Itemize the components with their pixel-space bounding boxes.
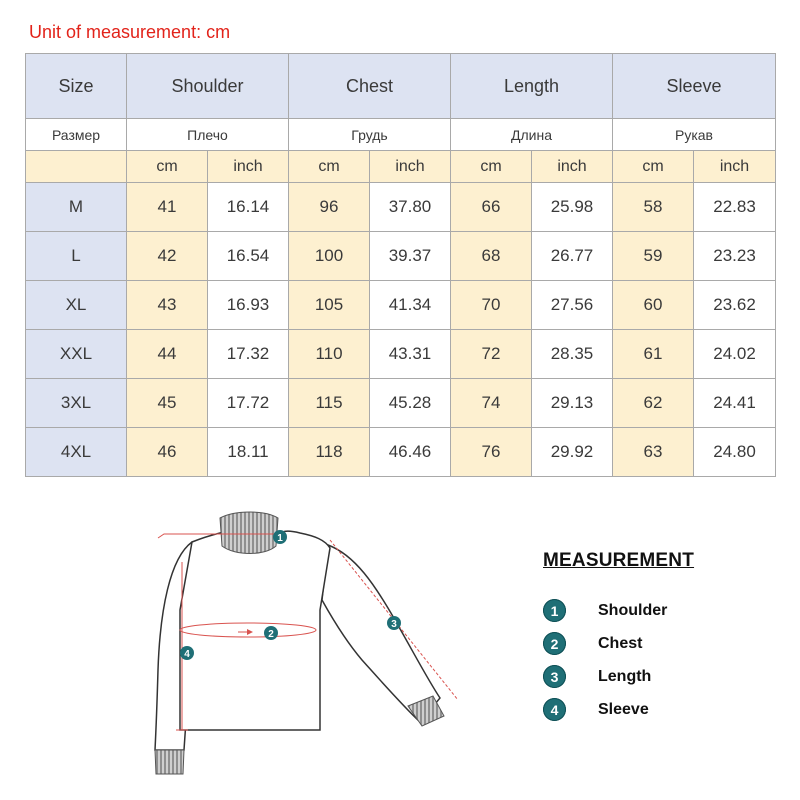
unit-cm: cm [127, 151, 208, 183]
length-inch-cell: 26.77 [532, 232, 613, 281]
table-row [26, 281, 776, 330]
chest-cm-cell: 105 [289, 281, 370, 330]
chest-inch-cell: 41.34 [370, 281, 451, 330]
marker-length [387, 616, 401, 630]
table-row [26, 232, 776, 281]
unit-caption: Unit of measurement: cm [29, 22, 231, 42]
size-cell: L [26, 232, 127, 281]
marker-sleeve-num: 4 [184, 649, 190, 660]
sleeve-inch-cell: 24.80 [694, 428, 776, 477]
unit-inch: inch [208, 151, 289, 183]
legend-label: Shoulder [598, 601, 668, 619]
length-inch-cell: 28.35 [532, 330, 613, 379]
shoulder-inch-cell: 16.93 [208, 281, 289, 330]
length-inch-cell: 29.13 [532, 379, 613, 428]
shoulder-cm-cell: 41 [127, 183, 208, 232]
length-inch-cell: 29.92 [532, 428, 613, 477]
legend-number-badge: 4 [543, 698, 566, 721]
marker-chest [264, 626, 278, 640]
sweater-measurement-diagram [140, 500, 470, 790]
marker-sleeve [180, 646, 194, 660]
chest-inch-cell: 45.28 [370, 379, 451, 428]
legend-title: MEASUREMENT [543, 550, 695, 571]
table-row [26, 183, 776, 232]
sleeve-cm-cell: 58 [613, 183, 694, 232]
header-ru-length: Длина [451, 119, 613, 151]
chest-inch-cell: 39.37 [370, 232, 451, 281]
length-cm-cell: 72 [451, 330, 532, 379]
chest-inch-cell: 46.46 [370, 428, 451, 477]
chest-inch-cell: 37.80 [370, 183, 451, 232]
sleeve-inch-cell: 24.41 [694, 379, 776, 428]
legend-label: Chest [598, 634, 643, 652]
marker-chest-num: 2 [268, 629, 274, 640]
marker-shoulder-num: 1 [277, 533, 283, 544]
unit-inch: inch [370, 151, 451, 183]
sleeve-cm-cell: 62 [613, 379, 694, 428]
shoulder-inch-cell: 17.72 [208, 379, 289, 428]
units-blank-cell [26, 151, 127, 183]
sleeve-cm-cell: 59 [613, 232, 694, 281]
size-cell: 3XL [26, 379, 127, 428]
measurement-legend [543, 550, 763, 726]
marker-length-num: 3 [391, 619, 397, 630]
shoulder-cm-cell: 44 [127, 330, 208, 379]
legend-label: Sleeve [598, 700, 649, 718]
length-inch-cell: 25.98 [532, 183, 613, 232]
header-row [26, 54, 776, 119]
header-sleeve: Sleeve [613, 54, 776, 119]
table-row [26, 330, 776, 379]
sleeve-inch-cell: 23.23 [694, 232, 776, 281]
legend-item-sleeve [543, 693, 763, 726]
shoulder-cm-cell: 42 [127, 232, 208, 281]
chest-cm-cell: 110 [289, 330, 370, 379]
header-ru-shoulder: Плечо [127, 119, 289, 151]
legend-number-badge: 3 [543, 665, 566, 688]
collar-rib [220, 512, 278, 554]
header-ru-sleeve: Рукав [613, 119, 776, 151]
chest-cm-cell: 100 [289, 232, 370, 281]
legend-item-length [543, 660, 763, 693]
header-length: Length [451, 54, 613, 119]
sleeve-inch-cell: 24.02 [694, 330, 776, 379]
shoulder-inch-cell: 17.32 [208, 330, 289, 379]
length-cm-cell: 66 [451, 183, 532, 232]
legend-number-badge: 2 [543, 632, 566, 655]
header-chest: Chest [289, 54, 451, 119]
sleeve-cm-cell: 60 [613, 281, 694, 330]
chest-cm-cell: 96 [289, 183, 370, 232]
sleeve-inch-cell: 22.83 [694, 183, 776, 232]
shoulder-inch-cell: 16.14 [208, 183, 289, 232]
shoulder-cm-cell: 46 [127, 428, 208, 477]
units-row [26, 151, 776, 183]
table-row [26, 428, 776, 477]
legend-item-chest [543, 627, 763, 660]
shoulder-cm-cell: 43 [127, 281, 208, 330]
chest-inch-cell: 43.31 [370, 330, 451, 379]
chest-cm-cell: 115 [289, 379, 370, 428]
sweater-outline [155, 531, 440, 750]
legend-label: Length [598, 667, 652, 685]
sleeve-cm-cell: 61 [613, 330, 694, 379]
unit-inch: inch [694, 151, 776, 183]
header-ru-chest: Грудь [289, 119, 451, 151]
length-cm-cell: 70 [451, 281, 532, 330]
length-inch-cell: 27.56 [532, 281, 613, 330]
size-cell: XXL [26, 330, 127, 379]
table-row [26, 379, 776, 428]
header-ru-row [26, 119, 776, 151]
size-cell: 4XL [26, 428, 127, 477]
shoulder-cm-cell: 45 [127, 379, 208, 428]
shoulder-inch-cell: 16.54 [208, 232, 289, 281]
unit-cm: cm [451, 151, 532, 183]
legend-item-shoulder [543, 594, 763, 627]
sleeve-cm-cell: 63 [613, 428, 694, 477]
header-ru-size: Размер [26, 119, 127, 151]
left-cuff-rib [155, 750, 184, 774]
sleeve-inch-cell: 23.62 [694, 281, 776, 330]
header-shoulder: Shoulder [127, 54, 289, 119]
header-size: Size [26, 54, 127, 119]
legend-number-badge: 1 [543, 599, 566, 622]
size-cell: M [26, 183, 127, 232]
length-cm-cell: 74 [451, 379, 532, 428]
marker-shoulder [273, 530, 287, 544]
shoulder-inch-cell: 18.11 [208, 428, 289, 477]
unit-cm: cm [613, 151, 694, 183]
chest-cm-cell: 118 [289, 428, 370, 477]
length-cm-cell: 68 [451, 232, 532, 281]
unit-cm: cm [289, 151, 370, 183]
length-cm-cell: 76 [451, 428, 532, 477]
size-cell: XL [26, 281, 127, 330]
size-chart-table [25, 53, 776, 477]
unit-inch: inch [532, 151, 613, 183]
